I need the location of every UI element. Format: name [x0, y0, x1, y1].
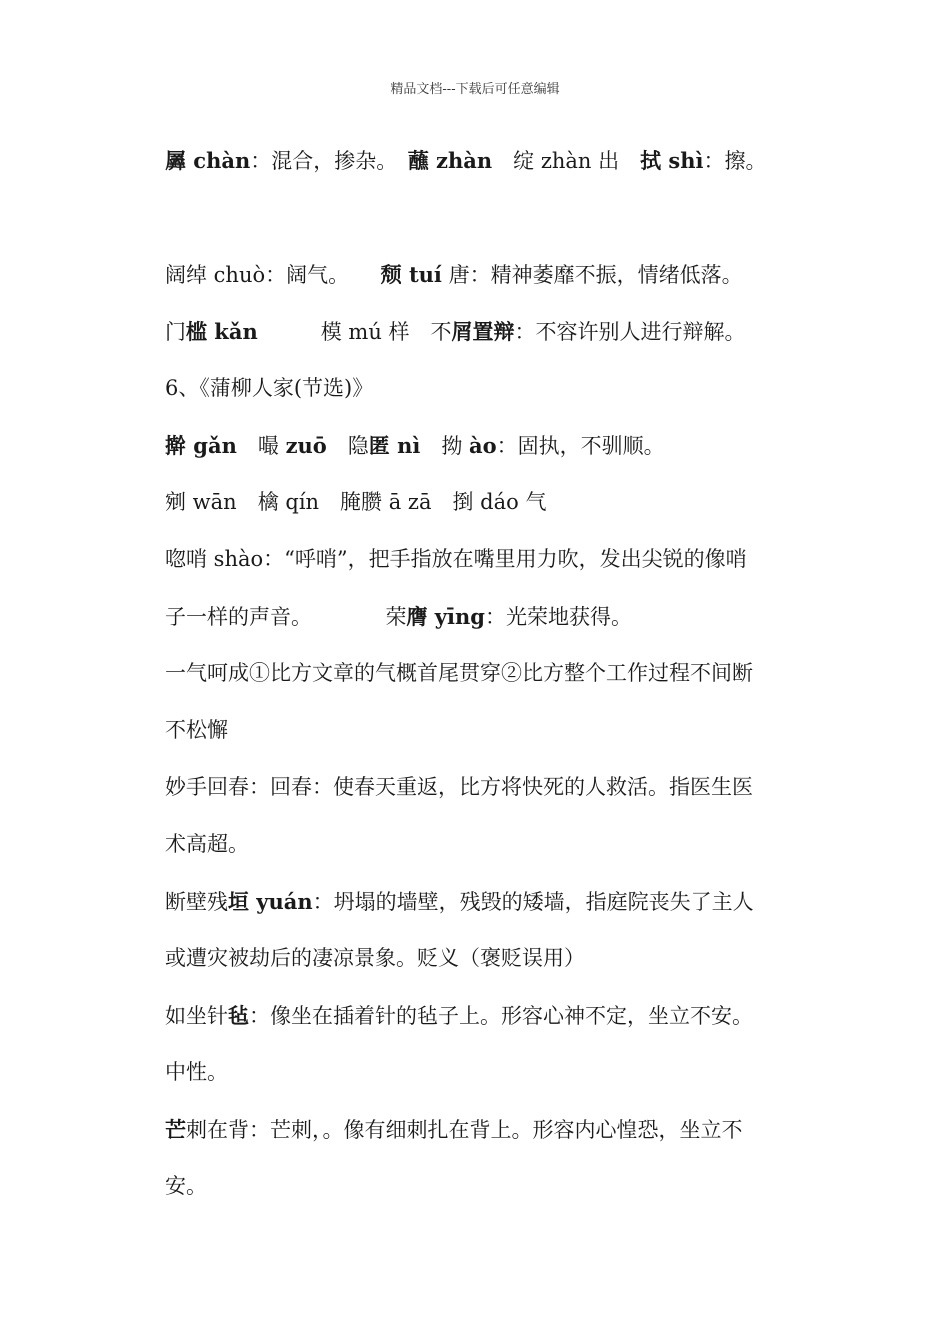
text-segment: ：光荣地获得。 [484, 605, 632, 629]
text-segment: ：擦。 [703, 149, 767, 173]
text-segment: 术高超。 [165, 832, 249, 856]
bold-term: 颓 tuí [380, 262, 442, 287]
text-segment: 刺在背：芒刺，。像有细刺扎在背上。形容内心惶恐，坐立不 [186, 1118, 743, 1142]
bold-term: 屑置辩 [451, 319, 515, 344]
text-segment: 门 [165, 320, 186, 344]
bold-term: zuō [285, 433, 327, 458]
text-segment: ：混合，掺杂。 [250, 149, 408, 173]
text-segment: 嘬 [236, 434, 286, 458]
text-line [165, 777, 753, 798]
text-line [165, 1176, 207, 1197]
text-line [165, 663, 753, 684]
text-segment: 唐：精神萎靡不振，情绪低落。 [441, 263, 743, 287]
text-segment: 唿哨 shào：“呼哨”，把手指放在嘴里用力吹，发出尖锐的像哨 [165, 547, 747, 571]
text-segment: ：像坐在插着针的毡子上。形容心神不定，坐立不安。 [249, 1004, 753, 1028]
text-segment: 绽 zhàn 出 [492, 149, 641, 173]
page-header: 精品文档---下载后可任意编辑 [390, 82, 560, 97]
text-line [165, 1062, 228, 1083]
text-line [165, 606, 632, 628]
text-segment: 如坐针 [165, 1004, 228, 1028]
text-segment: ：不容许别人进行辩解。 [514, 320, 746, 344]
text-segment: 中性。 [165, 1060, 228, 1084]
text-segment: 不松懈 [165, 718, 228, 742]
text-line [165, 492, 546, 513]
bold-term: 膺 yīng [406, 604, 485, 629]
bold-term: 槛 kǎn [186, 319, 258, 344]
bold-term: 毡 [228, 1003, 249, 1028]
text-segment: 妙手回春：回春：使春天重返，比方将快死的人救活。指医生医 [165, 775, 753, 799]
bold-term: 芒 [165, 1117, 186, 1142]
bold-term: 匿 nì [368, 433, 421, 458]
text-segment: 阔绰 chuò：阔气。 [165, 263, 381, 287]
text-segment: 安。 [165, 1174, 207, 1198]
text-line [165, 378, 373, 399]
text-line [165, 891, 754, 913]
text-segment: 拗 [420, 434, 470, 458]
text-line [165, 321, 746, 343]
text-segment: 模 mú 样 不 [257, 320, 452, 344]
text-segment: 断壁残 [165, 890, 228, 914]
text-segment: 一气呵成①比方文章的气概首尾贯穿②比方整个工作过程不间断 [165, 661, 753, 685]
text-line [165, 549, 747, 570]
bold-term: 擀 gǎn [165, 433, 237, 458]
text-line [165, 720, 228, 741]
bold-term: 蘸 zhàn [407, 148, 493, 173]
bold-term: 拭 shì [640, 148, 704, 173]
text-segment: ：坍塌的墙壁，残毁的矮墙，指庭院丧失了主人 [312, 890, 754, 914]
text-segment: 或遭灾被劫后的凄凉景象。贬义（褒贬误用） [165, 946, 585, 970]
text-line [165, 264, 743, 286]
bold-term: ào [469, 433, 497, 458]
bold-term: 羼 chàn [165, 148, 251, 173]
text-line [165, 1005, 753, 1027]
text-line [165, 948, 585, 969]
text-line [165, 834, 249, 855]
bold-term: 垣 yuán [228, 889, 313, 914]
text-line [165, 1119, 743, 1141]
text-segment: 剜 wān 檎 qín 腌臜 ā zā 捯 dáo 气 [165, 490, 547, 514]
text-segment: 6、《蒲柳人家(节选)》 [165, 376, 374, 400]
text-line [165, 435, 665, 457]
text-segment: ：固执，不驯顺。 [496, 434, 665, 458]
text-segment: 子一样的声音。 荣 [165, 605, 407, 629]
text-line [165, 150, 767, 172]
text-segment: 隐 [326, 434, 369, 458]
